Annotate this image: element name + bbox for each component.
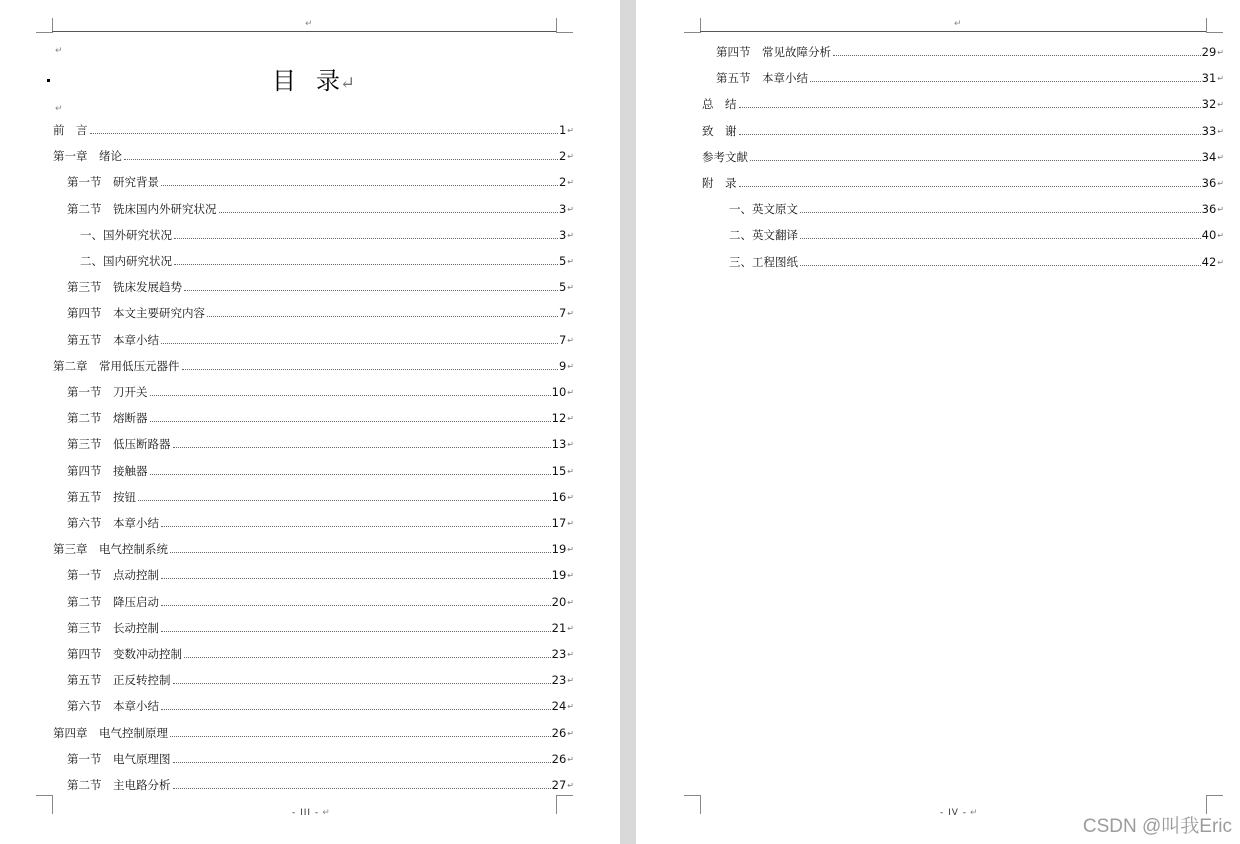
paragraph-mark: ↵ [1217,257,1224,267]
footer-page-number: - III - [292,808,320,818]
watermark: CSDN @叫我Eric [1082,816,1232,837]
crop-mark-top-left [36,18,53,33]
toc-entry-page-number: 33 [1201,123,1217,138]
title-char-1: 目 [272,67,296,95]
dot-leader [161,605,551,606]
toc-entry-page-number: 3 [558,201,567,216]
toc-entry-page-number: 7 [558,306,567,321]
toc-entry-label: 一、国外研究状况 [80,227,172,242]
toc-entry-page-number: 20 [551,594,567,609]
toc-entry [702,123,1224,139]
toc-entry-page-number: 9 [558,358,567,373]
toc-entry-label: 第四节 接触器 [67,463,148,478]
toc-entry [67,410,574,426]
paragraph-mark: ↵ [1217,152,1224,162]
toc-title [272,66,355,99]
toc-entry-label: 第三节 低压断路器 [67,437,171,452]
crop-mark-bottom-right [556,795,573,814]
dot-leader [170,552,551,553]
toc-entry-label: 一、英文原文 [729,202,798,217]
dot-leader [161,578,551,579]
header-paragraph-mark: ↵ [305,19,313,29]
toc-entry [67,646,574,662]
toc-entry-page-number: 36 [1201,176,1217,190]
toc-entry-label: 第三节 长动控制 [67,620,159,635]
toc-entry-label: 第二章 常用低压元器件 [53,358,180,373]
paragraph-mark: ↵ [567,754,574,764]
toc-entry [702,175,1224,191]
paragraph-mark: ↵ [1217,126,1224,136]
dot-leader [161,526,551,527]
toc-entry [67,463,574,479]
toc-entry [67,332,574,348]
toc-entry-label: 第一节 刀开关 [67,385,148,399]
dot-leader [833,55,1201,56]
dot-leader [161,185,558,186]
toc-entry-page-number: 17 [551,516,567,530]
paragraph-mark: ↵ [567,414,574,424]
toc-entry-label: 二、国内研究状况 [80,254,172,268]
dot-leader [173,788,551,789]
toc-entry-label: 第一节 研究背景 [67,175,159,190]
toc-entry [53,725,574,741]
dot-leader [800,212,1201,213]
toc-entry-label: 第五节 本章小结 [716,71,808,86]
toc-entry-page-number: 13 [551,437,567,452]
toc-entry-page-number: 42 [1201,254,1217,269]
paragraph-mark: ↵ [567,571,574,581]
toc-entry-label: 第二节 熔断器 [67,411,148,426]
paragraph-mark: ↵ [567,152,574,162]
toc-entry [702,149,1224,165]
toc-entry-label: 第三节 铣床发展趋势 [67,280,182,295]
toc-entry [67,751,574,767]
footer-page-number: - IV - [940,808,968,818]
dot-leader [739,134,1201,135]
paragraph-mark: ↵ [1217,48,1224,57]
toc-entry [716,44,1224,60]
dot-leader [184,657,551,658]
toc-entry-page-number: 26 [551,725,567,740]
document-page-right [636,0,1240,844]
dot-leader [219,212,558,213]
toc-entry-page-number: 3 [558,227,567,242]
dot-leader [800,238,1201,239]
toc-entry-page-number: 23 [551,647,567,661]
paragraph-mark: ↵ [567,335,574,345]
title-char-2: 录 [316,67,340,95]
toc-entry-page-number: 2 [558,149,567,164]
paragraph-mark: ↵ [567,728,574,738]
toc-entry-page-number: 5 [558,280,567,295]
dot-leader [207,316,558,317]
dot-leader [800,265,1201,266]
toc-entry-page-number: 16 [551,489,567,504]
paragraph-mark: ↵ [567,545,574,555]
toc-entry-label: 第四节 本文主要研究内容 [67,306,205,321]
toc-entry [53,541,574,557]
toc-entry [67,279,574,295]
toc-entry [80,253,574,269]
crop-mark-bottom-left [36,795,53,814]
toc-entry [53,122,574,138]
toc-entry [67,672,574,688]
toc-entry-label: 前 言 [53,123,88,137]
toc-entry [67,436,574,452]
toc-entry [67,620,574,636]
toc-entry-label: 第六节 本章小结 [67,699,159,714]
paragraph-mark: ↵ [567,204,574,214]
toc-entry [67,777,574,793]
paragraph-mark: ↵ [1217,100,1224,110]
footer-paragraph-mark: ↵ [970,808,979,818]
dot-leader [150,395,551,396]
dot-leader [750,160,1201,161]
paragraph-mark: ↵ [567,440,574,450]
dot-leader [739,186,1201,187]
paragraph-mark: ↵ [567,781,574,790]
toc-entry-page-number: 23 [551,673,567,688]
page-gutter [620,0,636,844]
toc-entry-page-number: 27 [551,778,567,792]
dot-leader [170,736,551,737]
toc-entry-page-number: 19 [551,542,567,557]
toc-entry-label: 第一章 绪论 [53,149,122,164]
bullet-mark [47,79,50,82]
toc-entry [67,174,574,190]
toc-entry-label: 第四节 变数冲动控制 [67,647,182,661]
toc-entry [67,489,574,505]
dot-leader [124,159,558,160]
paragraph-mark: ↵ [55,46,63,56]
paragraph-mark: ↵ [567,230,574,240]
crop-mark-top-left [684,18,701,33]
toc-entry-label: 第四节 常见故障分析 [716,45,831,59]
paragraph-mark: ↵ [1217,74,1224,84]
toc-entry-label: 第二节 主电路分析 [67,778,171,792]
toc-entry-label: 第二节 降压启动 [67,594,159,609]
paragraph-mark: ↵ [567,309,574,319]
toc-entry [53,148,574,164]
toc-entry-label: 三、工程图纸 [729,254,798,269]
dot-leader [161,631,551,632]
paragraph-mark: ↵ [567,519,574,528]
toc-entry-label: 第五节 按钮 [67,489,136,504]
page-footer [940,808,979,818]
dot-leader [150,474,551,475]
toc-entry-page-number: 12 [551,411,567,426]
paragraph-mark: ↵ [567,466,574,476]
paragraph-mark: ↵ [567,178,574,188]
toc-entry [67,201,574,217]
toc-entry-label: 参考文献 [702,149,748,164]
toc-entry-page-number: 40 [1201,228,1217,243]
dot-leader [173,762,551,763]
toc-entry-page-number: 2 [558,175,567,190]
toc-entry [67,515,574,531]
toc-entry-page-number: 19 [551,568,567,583]
dot-leader [161,343,558,344]
page-footer [292,808,331,818]
paragraph-mark: ↵ [567,650,574,659]
toc-entry-page-number: 29 [1201,45,1217,59]
toc-entry-label: 第六节 本章小结 [67,516,159,530]
header-rule [52,31,556,32]
dot-leader [810,81,1201,82]
dot-leader [90,133,558,134]
paragraph-mark: ↵ [567,702,574,712]
title-paragraph-mark: ↵ [340,73,356,94]
paragraph-mark: ↵ [1217,205,1224,215]
dot-leader [161,709,551,710]
paragraph-mark: ↵ [567,257,574,266]
crop-mark-top-right [556,18,573,33]
toc-entry [80,227,574,243]
paragraph-mark: ↵ [567,361,574,371]
footer-paragraph-mark: ↵ [322,808,331,818]
dot-leader [138,500,551,501]
crop-mark-top-right [1206,18,1223,33]
toc-entry [729,254,1224,270]
toc-entry-label: 第二节 铣床国内外研究状况 [67,201,217,216]
toc-entry [67,384,574,400]
toc-entry-page-number: 24 [551,699,567,714]
paragraph-mark: ↵ [1217,179,1224,188]
toc-entry-label: 总 结 [702,97,737,112]
dot-leader [182,369,558,370]
paragraph-mark: ↵ [567,492,574,502]
paragraph-mark: ↵ [567,623,574,633]
dot-leader [184,290,558,291]
toc-entry [67,594,574,610]
toc-entry-page-number: 10 [551,385,567,399]
dot-leader [150,421,551,422]
toc-entry-label: 附 录 [702,176,737,190]
dot-leader [739,107,1201,108]
paragraph-mark: ↵ [567,597,574,607]
header-paragraph-mark: ↵ [954,19,962,29]
toc-entry-label: 第三章 电气控制系统 [53,542,168,557]
paragraph-mark: ↵ [567,283,574,293]
toc-entry-page-number: 26 [551,751,567,766]
toc-entry-label: 第五节 正反转控制 [67,673,171,688]
toc-entry-page-number: 32 [1201,97,1217,112]
toc-entry-page-number: 1 [558,123,567,137]
toc-entry [702,96,1224,112]
toc-entry [716,70,1224,86]
toc-entry [67,305,574,321]
paragraph-mark: ↵ [567,676,574,686]
toc-entry-label: 第一节 电气原理图 [67,751,171,766]
dot-leader [174,264,558,265]
crop-mark-bottom-left [684,795,701,814]
toc-entry-page-number: 15 [551,463,567,478]
toc-entry-label: 第四章 电气控制原理 [53,725,168,740]
toc-entry [729,201,1224,217]
toc-entry-page-number: 21 [551,620,567,635]
toc-entry-page-number: 34 [1201,149,1217,164]
toc-entry-label: 致 谢 [702,123,737,138]
toc-entry [67,698,574,714]
toc-entry-label: 第一节 点动控制 [67,568,159,583]
toc-entry-label: 第五节 本章小结 [67,332,159,347]
toc-entry-page-number: 5 [558,254,567,268]
toc-entry-page-number: 31 [1201,71,1217,86]
dot-leader [174,238,558,239]
toc-entry [729,227,1224,243]
paragraph-mark: ↵ [55,104,63,114]
paragraph-mark: ↵ [567,388,574,397]
toc-entry-label: 二、英文翻译 [729,228,798,243]
paragraph-mark: ↵ [567,126,574,135]
dot-leader [173,683,551,684]
paragraph-mark: ↵ [1217,231,1224,241]
toc-entry [53,358,574,374]
toc-entry-page-number: 36 [1201,202,1217,217]
dot-leader [173,447,551,448]
toc-entry [67,567,574,583]
toc-entry-page-number: 7 [558,332,567,347]
header-rule [700,31,1206,32]
